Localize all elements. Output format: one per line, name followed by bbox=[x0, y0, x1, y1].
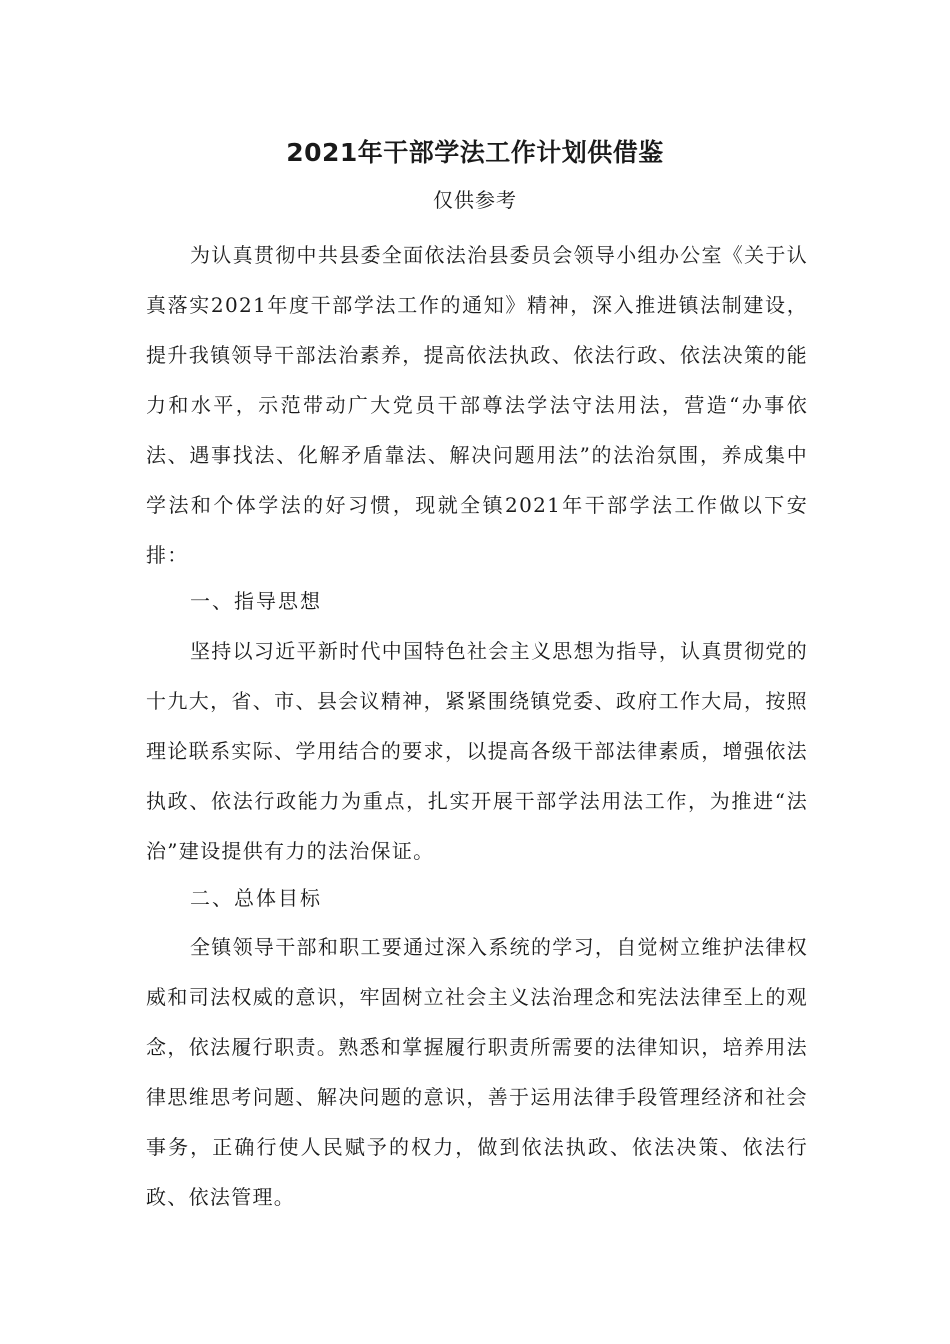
paragraph-overall-goal: 全镇领导干部和职工要通过深入系统的学习，自觉树立维护法律权威和司法权威的意识，牢固树立社会主义法治理念和宪法法律至上的观念，依法履行职责。熟悉和掌握履行职责所需要的法律知识，培养用法律思维思考问题、解决问题的意识，善于运用法律手段管理经济和社会事务，正确行使人民赋予的权力，做到依法执政、依法决策、依法行政、依法管理。 bbox=[146, 935, 808, 1209]
paragraph-intro: 为认真贯彻中共县委全面依法治县委员会领导小组办公室《关于认真落实2021年度干部学法工作的通知》精神，深入推进镇法制建设，提升我镇领导干部法治素养，提高依法执政、依法行政、依法决策的能力和水平，示范带动广大党员干部尊法学法守法用法，营造“办事依法、遇事找法、化解矛盾靠法、解决问题用法”的法治氛围，养成集中学法和个体学法的好习惯，现就全镇2021年干部学法工作做以下安排： bbox=[146, 243, 808, 567]
document-title: 2021年干部学法工作计划供借鉴 bbox=[286, 138, 664, 167]
section-heading-guiding-ideology: 一、指导思想 bbox=[190, 589, 322, 613]
paragraph-guiding-ideology: 坚持以习近平新时代中国特色社会主义思想为指导，认真贯彻党的十九大，省、市、县会议精神，紧紧围绕镇党委、政府工作大局，按照理论联系实际、学用结合的要求，以提高各级干部法律素质，增强依法执政、依法行政能力为重点，扎实开展干部学法用法工作，为推进“法治”建设提供有力的法治保证。 bbox=[146, 639, 808, 863]
document-subtitle: 仅供参考 bbox=[433, 188, 517, 212]
section-heading-overall-goal: 二、总体目标 bbox=[190, 886, 322, 910]
